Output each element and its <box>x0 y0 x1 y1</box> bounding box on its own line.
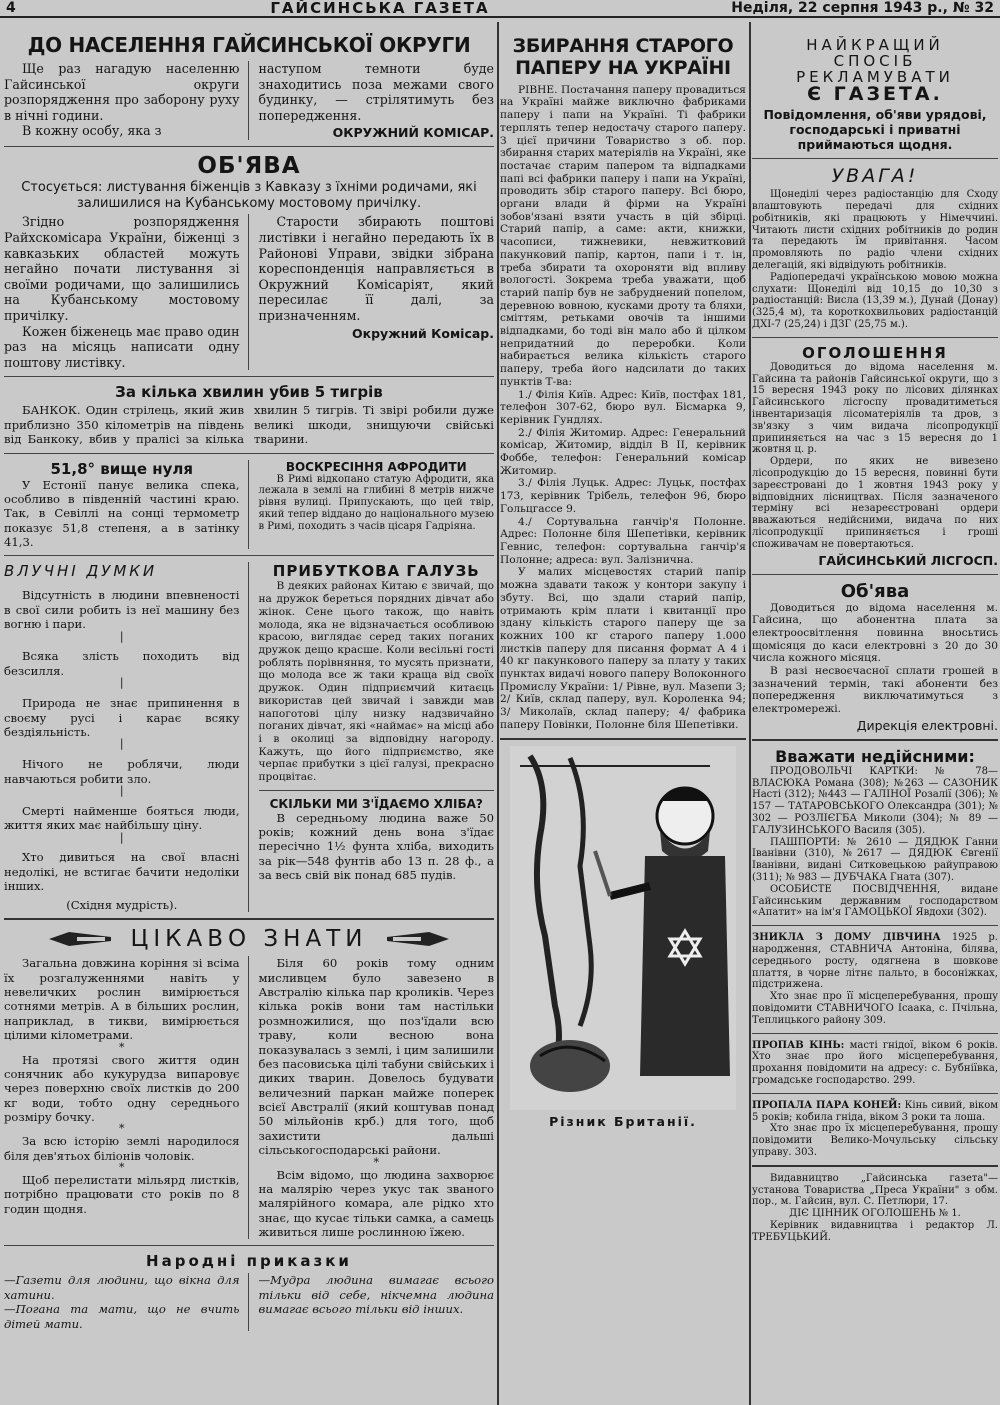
invalid-title: Вважати недійсними: <box>775 746 975 766</box>
tigers-title: За кілька хвилин убив 5 тигрів <box>115 383 383 402</box>
appeal-p3: наступом темноти буде знаходитись поза межами свого будинку, — стрілятимуть без попередження. <box>258 61 494 123</box>
sayings-article <box>4 1252 494 1331</box>
appeal-p1: Ще раз нагадую населенню Гайсинської округи розпорядження про заборону руху в нічні години. <box>4 61 240 123</box>
horses2-text: Кінь сивий, віком 5 років; кобила гнідa, віком 3 роки та лоша. <box>752 1099 998 1123</box>
horses2-title: ПРОПАЛА ПАРА КОНЕЙ: <box>752 1099 902 1111</box>
advert-line: НАЙКРАЩИЙ <box>806 36 944 54</box>
announce-p2: Ордери, по яких не вивезено лісопродукцію до 15 вересня, повинні бути зареєстровані до 1 жовтня 1943 року у відповідних лісництвах. Після зазначеного терміну всі незареєстровані ордери вважаються недійсними, видача по них лісопродукції припиняється і гроші споживачам не повертаються. <box>752 456 998 550</box>
appeal-p2: В кожну особу, яка з <box>22 123 162 139</box>
facts-article: ЦІКАВО ЗНАТИ Загальна довжина коріння зі всіма їх розгалуженнями навіть у невеличких рослин вимірюється сотнями метрів. А в більших рослин, наприклад, в тикви, вимірюється цілими кілометрами. * На протязі свого життя один сонячник або кукурудза випаровує через поверхню своїх листків до 200 кг води, тобто одну середнього розміру бочку. * За всю історію землі народилося біля дев'ятьох біліонів чоловік. * Щоб перелистати мільярд листків, потрібно працювати сто років по 8 годин щодня. Біля 60 років тому одним мисливцем було завезено в Австралію кілька пар кроликів. Через кілька років вони там настільки розмножилися, що поз'їдали всю траву, коли весною вона показувалась з землі, і цим залишили без пасовиська цілі табуни свійських і диких тварин. Довелось будувати величезний паркан майже поперек всієї Австралії (який коштував понад 50 мільйонів крб.) для того, щоб захистити дальші сільськогосподарські райони. * Всім відомо, що людина захворює на малярію через укус так званого малярійного комара, але рідко хто знає, що кусає тільки самка, а самець живиться лише рослинною їжею. <box>4 925 494 1239</box>
imprint-editor: Керівник видавництва і редактор Л. ТРЕБУЦЬКИЙ. <box>752 1219 998 1243</box>
pen-ornament-icon <box>381 929 451 949</box>
imprint-publisher: Видавництво „Гайсинська газета"—установа Товариства „Преса України" з обм. пор., м. Гайсин, вул. С. Петлюри, 17. <box>752 1172 998 1208</box>
profit-title: ПРИБУТКОВА ГАЛУЗЬ <box>272 562 480 581</box>
advert-line: Повідомлення, об'яви урядові, господарські і приватні приймаються щодня. <box>763 107 987 153</box>
announce-title: ОГОЛОШЕННЯ <box>802 343 948 362</box>
invalid-p1: ПРОДОВОЛЬЧІ КАРТКИ: № 78—ВЛАСЮКА Романа (308); №263 — САЗОНИК Насті (312); №443 — ГАЛІНОЇ Розалії (306); № 157 — ТАТАРОВСЬКОГО Олександра (301); № 302 — РОЗЛІЄГБА Миколи (304); № 89 — ГАЛУЗИНСЬКОГО Василя (305). <box>752 765 998 836</box>
horse-title: ПРОПАВ КІНЬ: <box>752 1039 845 1051</box>
butcher-cartoon-icon <box>510 746 736 1110</box>
saying-item: —Погана та мати, що не вчить дітей мати. <box>4 1302 240 1331</box>
paper-p2: У малих місцевостях старий папір можна здавати також у контори закупу і збуту. Всі, що здали старий папір, отримають крім плати і квитанції про здану кількість старого паперу ще за кожних 100 кг старого паперу 1.000 листків паперу для писання формат А 4 і 40 кг пакункового паперу за плату у таких пунктах видачі нового паперу Волоконного Промислу України: 1/ Рівне, вул. Мазепи 3; 2/ Київ, склад паперу, вул. Короленка 94; 3/ Миколаїв, склад паперу; 4/ фабрика паперу Повінки, Полонне біля Шепетівки. <box>500 566 746 731</box>
wise-title: ВЛУЧНІ ДУМКИ <box>4 562 158 581</box>
tigers-article <box>4 383 494 446</box>
notice2-sign: Дирекція електровні. <box>856 717 998 733</box>
wise-item: Хто дивиться на свої власні недолікі, не встигає бачити недоліки інших. <box>4 850 240 894</box>
missing-article <box>752 932 998 1026</box>
page-number: 4 <box>6 0 16 16</box>
paper-p1: РІВНЕ. Постачання паперу провадиться на Україні майже виключно фабриками паперу і папи на Україні. Ті фабрики терплять тепер недостачу старого паперу. З цієї причини Товариство з об. пор. збирання старих матеріялів на Україні, яке постачає старим папером та відпадками папі всі фабрики паперу і папи на Україні, проводить збір старого паперу. Всі бюро, органи влади й фірми на Україні зобов'язані взяти участь в цій збірці. Старий папір, а саме: акти, книжки, часописи, тижневики, невжиткoвий пакунковий папір, картон, папи і т. ін, треба збирати та охороняти від впливу вологості. Зокрема треба уважати, щоб старий папір був не забруднений попелом, деревною вовною, кусками дроту та бляхи, сміттям, ретьками овочів та іншими відпадками, бо тоді він мало або й цілком непридатний до переробки. Коли набирається велика кількість старого паперу, треба його надсилати до таких пунктів Т-ва: <box>500 83 746 388</box>
horses2-text2: Хто знає про їх місцеперебування, прошу повідомити Велико-Мочульську сільську управу. 303. <box>752 1123 998 1158</box>
column-rule <box>497 22 499 1405</box>
fact-item: Всім відомо, що людина захворює на малярію через укус так званого малярійного комара, але рідко хто знає, що кусає тільки самка, а самець живиться лише рослинною їжею. <box>258 1167 494 1239</box>
attention-p2: Радіопередачі українською мовою можна слухати: Щонеділі від 10,15 до 10,30 з радіостанцій: Висла (13,39 м.), Дунай (Донау) (325,4 м), та короткохвильових радіостанцій ДХІ-7 (25,24) і ДЗГ (25,75 м.). <box>752 271 998 330</box>
masthead <box>0 0 1000 18</box>
horse-article <box>752 1040 998 1087</box>
profit-text: В деяких районах Китаю є звичай, що на дружок береться порядних дівчат або жінок. Сене цього також, що навіть молода, яка не відзначається особливою красою, виглядає серед таких поганих дружок дещо красше. Коли весільні гості роблять порівняння, то мусять признати, що молода все ж таки краща від своїх дружок. Один підприємчий китаєць використав цей звичай і завжди мав напоготові цілу низку надзвичайно поганих дівчат, які «наймає» на місці або і в околиці за відповідну нагороду. Кажуть, що його підприємство, яке черпає прибутки з цієї галузі, прекрасно процвітає. <box>258 580 494 784</box>
column-right <box>752 22 998 1405</box>
wise-source: (Східня мудрість). <box>66 897 178 912</box>
notice-sign: Окружний Комісар. <box>352 325 494 341</box>
wise-thoughts: ВЛУЧНІ ДУМКИ Відсутність в людини впевненості в свої сили робить із неї машину без вогню і пари. | Всяка злість походить від безсилля. | Природа не знає припинення в своєму русі і карає всяку бездіяльність. | Нічого не роблячи, люди навчаються робити зло. | Смерті найменше бояться люди, життя яких має найбільшу ціну. | Хто дивиться на свої власні недолікі, не встигає бачити недоліки інших. (Східня мудрість). <box>4 562 249 911</box>
horse-text: масті гнідої, віком 6 років. Хто знає про його місцеперебування, прохання повідомити на адресу: с. Бубніївка, громадське господарство. 299. <box>752 1039 998 1086</box>
column-middle <box>500 22 746 1405</box>
column-rule <box>749 22 751 1405</box>
missing-text2: Хто знає про її місцеперебування, прошу повідомити СТАВНИЧОГО Ісаака, с. Пчільна, Теплицького району 309. <box>752 991 998 1026</box>
advert <box>752 38 998 152</box>
sayings-title: Народні приказки <box>146 1252 352 1271</box>
paper-point: 3./ Філія Луцьк. Адрес: Луцьк, постфах 173, керівник Трібель, телефон 96, бюро Гольцгассе 9. <box>500 477 746 515</box>
notice2-title: Об'ява <box>840 580 910 602</box>
aphrodite-text: В Римі відкопано статую Афродити, яка лежала в землі на глибині 8 метрів нижче рівня вулиці. Припускають, що цей твір, який тепер віддано до національного музею в Римі, походить з часів цісаря Гадріяна. <box>258 473 494 532</box>
fact-item: Щоб перелистати мільярд листків, потрібно працювати сто років по 8 годин щодня. <box>4 1172 240 1216</box>
heat-article <box>4 460 249 550</box>
facts-title: ЦІКАВО ЗНАТИ <box>130 925 368 952</box>
imprint-price: ДІЄ ЦІННИК ОГОЛОШЕНЬ № 1. <box>789 1208 961 1220</box>
missing-title: ЗНИКЛА З ДОМУ ДІВЧИНА <box>752 932 941 944</box>
paper-article <box>500 36 746 732</box>
pen-ornament-icon <box>47 929 117 949</box>
notice2-p2: В разі несвоєчасної сплати грошей в зазначений термін, такі абоненти без попередження виключатимуться з електромережі. <box>752 665 998 716</box>
wise-item: Відсутність в людини впевненості в свої сили робить із неї машину без вогню і пари. <box>4 588 240 632</box>
cartoon <box>500 746 746 1129</box>
heat-text: У Естонії панує велика спека, особливо в південній частині краю. Так, в Севіллі на сонці термометр показує 51,8 степеня, а в затінку 41,3. <box>4 477 240 550</box>
tigers-text: БАНКОК. Один стрілець, який жив приблизно 350 кілометрів на південь від Банкоку, вбив у пралісі за кілька хвилин 5 тигрів. Ті звірі робили дуже великі шкоди, знищуючи свійські тварини. <box>4 403 494 447</box>
wise-item: Смерті найменше бояться люди, життя яких має найбільшу ціну. <box>4 803 240 833</box>
cartoon-caption: Різник Британії. <box>549 1113 697 1129</box>
advert-line: РЕКЛАМУВАТИ <box>796 67 954 86</box>
paper-point: 4./ Сортувальна ганчір'я Полонне. Адрес: Полонне біля Шепетівки, керівник Гевнис, телефон: сортувальна ганчір'я Полонне; адреса: вул. Залізнична. <box>500 515 746 566</box>
bread-title: СКІЛЬКИ МИ З'ЇДАЄМО ХЛІБА? <box>269 796 483 811</box>
wise-item: Всяка злість походить від безсилля. <box>4 649 240 678</box>
attention-article <box>752 165 998 331</box>
paper-point: 1./ Філія Київ. Адрес: Київ, постфах 181, телефон 307-62, бюро вул. Бісмарка 9, керівник Гундлях. <box>500 388 746 426</box>
horses2-article <box>752 1100 998 1159</box>
newspaper-name: ГАЙСИНСЬКА ГАЗЕТА <box>270 0 490 17</box>
attention-p1: Щонеділі через радіостанцію для Сходу влаштовують передачі для східних робітників, які працюють у Німеччині. Читають листи східних робітників до родин та передають їм привітання. Часом промовляють по радіо члени східних делегацій, які відвідують робітників. <box>752 189 998 271</box>
heat-title: 51,8° вище нуля <box>50 459 193 478</box>
attention-title: УВАГА! <box>831 165 919 188</box>
paper-point: 2./ Філія Житомир. Адрес: Генеральний комісар, Житомир, відділ В II, керівник Фоббе, телефон: Генеральний комісар Житомир. <box>500 426 746 477</box>
fact-item: Біля 60 років тому одним мисливцем було завезено в Австралію кілька пар кроликів. Через кілька років вони там настільки розмножилися, що поз'їдали всю траву, коли весною вона показувалась з землі, і цим залишили без пасовиська цілі табуни свійських і диких тварин. Довелось будувати величезний паркан майже поперек всієї Австралії (який коштував понад 50 мільйонів крб.) для того, щоб захистити дальші сільськогосподарські райони. <box>258 956 494 1158</box>
announce-sign: ГАЙСИНСЬКИЙ ЛІСГОСП. <box>818 552 998 568</box>
invalid-article <box>752 747 998 919</box>
saying-item: —Мудра людина вимагає всього тільки від себе, нікчемна людина вимагає всього тільки від інших. <box>258 1273 494 1317</box>
fact-item: Загальна довжина коріння зі всіма їх розгалуженнями навіть у невеличких рослин вимірюється сотнями метрів. А в більших рослин, наприклад, в тикви, вимірюється цілими кілометрами. <box>4 956 240 1043</box>
notice-p3: Старости збирають поштові листівки і негайно передають їх в Районові Управи, звідки зібрана кореспонденція направляється в Окружний Комісаріят, який пересилає її далі, за призначенням. <box>258 214 494 324</box>
announce-p1: Доводиться до відома населення м. Гайсина та районів Гайсинської округи, що з 15 вересня 1943 року по лісових ділянках Гайсинського лісгоспу провадитиметься інвентаризація лісоматеріялів та дров, з зв'язку з чим видача лісопродукції припиняється на час з 15 вересня до 1 жовтня ц. р. <box>752 361 998 456</box>
column-left <box>4 22 494 1405</box>
wise-item: Природа не знає припинення в своєму русі і карає всяку бездіяльність. <box>4 696 240 739</box>
notice2-p1: Доводиться до відома населення м. Гайсина, що абонентна плата за електроосвітлення повинна вносьтись щомісяця до каси електровні з 20 до 30 числа кожного місяця. <box>752 601 998 665</box>
notice-subtitle: Стосується: листування біженців з Кавказу з їхніми родичами, які залишилися на Кубанському мостовому причілку. <box>21 179 477 212</box>
appeal-sign: ОКРУЖНИЙ КОМІСАР. <box>332 125 494 141</box>
issue-date: Неділя, 22 серпня 1943 р., № 32 <box>731 0 994 16</box>
notice-title: ОБ'ЯВА <box>197 153 301 180</box>
aphrodite-article <box>259 460 495 550</box>
advert-line: Є ГАЗЕТА. <box>807 83 943 106</box>
announce-article <box>752 344 998 568</box>
notice-p1: Згідно розпорядження Райхскомісара України, біженці з кавказьких областей можуть негайно почати листування зі своїми родичами, що залишились на Кубанському мостовому причілку. <box>4 214 240 324</box>
invalid-p2: ПАШПОРТИ: № 2610 — ДЯДЮК Ганни Іванівни (310), №2617 — ДЯДЮК Євгенії Іванівни, видані Ситковецькою райуправою (311); № 983 — ДУБЧАКА Гната (307). <box>752 836 998 883</box>
fact-item: На протязі свого життя один сонячник або кукурудза випаровує через поверхню своїх листків до 200 кг води, тобто одну середнього розміру бочку. <box>4 1052 240 1124</box>
notice-article <box>4 153 494 370</box>
advert-line: СПОСІБ <box>833 51 917 70</box>
appeal-title: ДО НАСЕЛЕННЯ ГАЙСИНСЬКОЇ ОКРУГИ <box>27 33 471 57</box>
fact-item: За всю історію землі народилося біля дев'ятьох біліонів чоловік. <box>4 1134 240 1163</box>
notice2-article <box>752 581 998 733</box>
invalid-p3: ОСОБИСТЕ ПОСВІДЧЕННЯ, видане Гайсинським державним господарством «Апатит» на ім'я ГАМОЦЬКОЇ Явдохи (302). <box>752 883 998 919</box>
paper-title: ЗБИРАННЯ СТАРОГО ПАПЕРУ НА УКРАЇНІ <box>512 35 734 79</box>
bread-article <box>259 797 495 883</box>
wise-item: Нічого не роблячи, люди навчаються робити зло. <box>4 757 240 786</box>
bread-text: В середньому людина важе 50 років; кожний день вона з'їдає пересічно 1½ фунта хліба, виходить за рік—548 фунтів або 13 п. 28 ф., а за весь свій вік понад 685 пудів. <box>258 810 494 883</box>
aphrodite-title: ВОСКРЕСІННЯ АФРОДИТИ <box>285 459 467 474</box>
missing-text: 1925 р. народження, СТАВНИЧА Антоніна, білява, середнього росту, одягнена в шовкове плаття, в чорне літнє пальто, в босоніжках, підстрижена. <box>752 932 998 991</box>
imprint <box>752 1173 998 1244</box>
saying-item: —Газети для людини, що вікна для хатини. <box>4 1273 240 1302</box>
notice-p2: Кожен біженець має право один раз на місяць написати одну поштову листівку. <box>4 323 240 370</box>
profit-article <box>259 562 495 783</box>
appeal-article <box>4 34 494 140</box>
